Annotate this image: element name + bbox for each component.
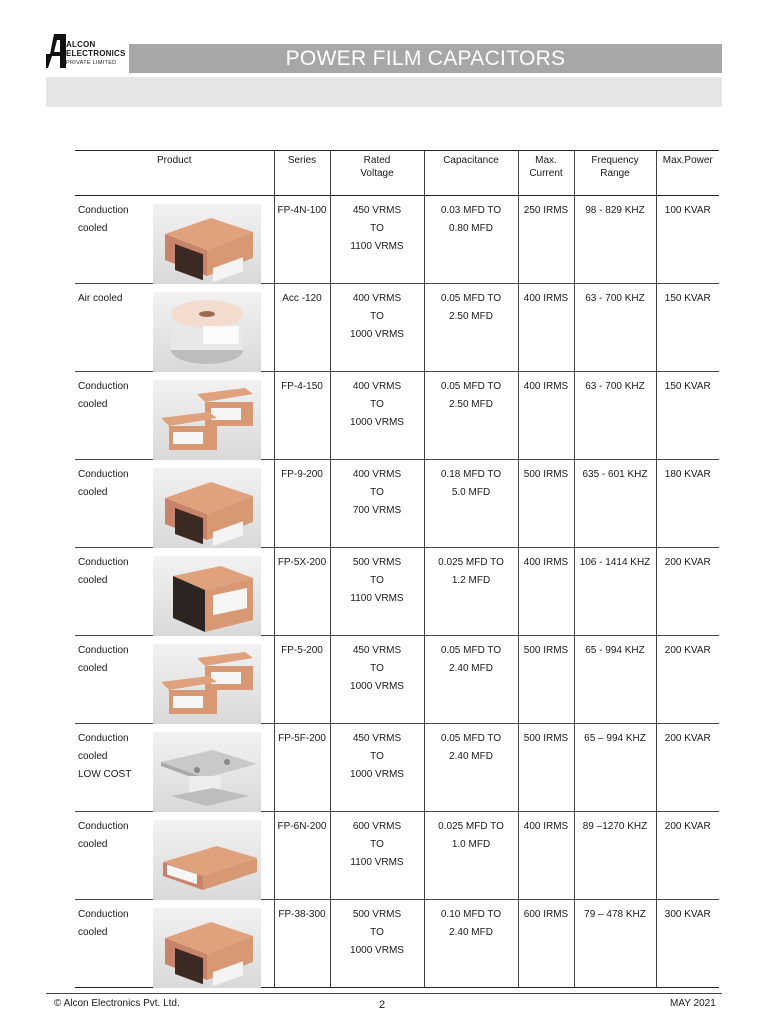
power-cell: 150 KVAR	[656, 372, 719, 460]
frequency-cell: 106 - 1414 KHZ	[574, 548, 656, 636]
company-logo	[46, 34, 126, 74]
voltage-cell: 400 VRMS TO 1000 VRMS	[330, 372, 424, 460]
footer-page-number: 2	[379, 999, 386, 1011]
table-row	[75, 548, 719, 636]
capacitance-cell: 0.025 MFD TO 1.2 MFD	[424, 548, 518, 636]
table-row	[75, 812, 719, 900]
capacitance-cell: 0.05 MFD TO 2.40 MFD	[424, 636, 518, 724]
product-cell: Conduction cooled	[75, 196, 274, 284]
series-cell: Acc -120	[274, 284, 330, 372]
current-cell: 400 IRMS	[518, 284, 574, 372]
header-rated-voltage: Rated Voltage	[330, 151, 424, 196]
power-cell: 150 KVAR	[656, 284, 719, 372]
footer-date: MAY 2021	[670, 998, 716, 1009]
footer-divider	[46, 993, 722, 994]
capacitance-cell: 0.05 MFD TO 2.50 MFD	[424, 284, 518, 372]
current-cell: 500 IRMS	[518, 724, 574, 812]
table-row	[75, 900, 719, 988]
alcon-logo-icon	[46, 34, 66, 68]
product-cell: Air cooled	[75, 284, 274, 372]
voltage-cell: 400 VRMS TO 700 VRMS	[330, 460, 424, 548]
series-cell: FP-38-300	[274, 900, 330, 988]
series-cell: FP-5X-200	[274, 548, 330, 636]
frequency-cell: 63 - 700 KHZ	[574, 372, 656, 460]
header-capacitance: Capacitance	[424, 151, 518, 196]
power-cell: 200 KVAR	[656, 548, 719, 636]
product-cell: Conduction cooled	[75, 636, 274, 724]
frequency-cell: 65 - 994 KHZ	[574, 636, 656, 724]
current-cell: 250 IRMS	[518, 196, 574, 284]
voltage-cell: 500 VRMS TO 1100 VRMS	[330, 548, 424, 636]
series-cell: FP-5F-200	[274, 724, 330, 812]
table-header-row	[75, 151, 719, 196]
header-frequency-range: Frequency Range	[574, 151, 656, 196]
table-row	[75, 460, 719, 548]
series-cell: FP-4N-100	[274, 196, 330, 284]
footer-copyright: © Alcon Electronics Pvt. Ltd.	[54, 998, 180, 1009]
series-cell: FP-5-200	[274, 636, 330, 724]
copper-block-capacitor-image	[153, 908, 261, 988]
voltage-cell: 500 VRMS TO 1000 VRMS	[330, 900, 424, 988]
frequency-cell: 79 – 478 KHZ	[574, 900, 656, 988]
table-row	[75, 372, 719, 460]
cylindrical-capacitor-image	[153, 292, 261, 372]
power-cell: 180 KVAR	[656, 460, 719, 548]
header-max-current: Max. Current	[518, 151, 574, 196]
frequency-cell: 65 – 994 KHZ	[574, 724, 656, 812]
frequency-cell: 635 - 601 KHZ	[574, 460, 656, 548]
current-cell: 400 IRMS	[518, 372, 574, 460]
capacitance-cell: 0.03 MFD TO 0.80 MFD	[424, 196, 518, 284]
logo-line-1: ALCON	[66, 40, 96, 49]
copper-block-capacitor-image	[153, 468, 261, 548]
product-cell: Conduction cooled	[75, 548, 274, 636]
series-cell: FP-4-150	[274, 372, 330, 460]
capacitance-cell: 0.10 MFD TO 2.40 MFD	[424, 900, 518, 988]
table-row	[75, 284, 719, 372]
power-cell: 100 KVAR	[656, 196, 719, 284]
product-cell: Conduction cooled	[75, 372, 274, 460]
power-cell: 200 KVAR	[656, 724, 719, 812]
header-max-power: Max.Power	[656, 151, 719, 196]
product-cell: Conduction cooled	[75, 812, 274, 900]
series-cell: FP-9-200	[274, 460, 330, 548]
header-product: Product	[75, 151, 274, 196]
product-cell: Conduction cooled	[75, 460, 274, 548]
voltage-cell: 400 VRMS TO 1000 VRMS	[330, 284, 424, 372]
header-series: Series	[274, 151, 330, 196]
current-cell: 400 IRMS	[518, 548, 574, 636]
dual-copper-capacitor-image	[153, 380, 261, 460]
table-row	[75, 636, 719, 724]
black-copper-capacitor-image	[153, 556, 261, 636]
capacitance-cell: 0.025 MFD TO 1.0 MFD	[424, 812, 518, 900]
current-cell: 400 IRMS	[518, 812, 574, 900]
logo-line-2: ELECTRONICS	[66, 49, 126, 58]
voltage-cell: 600 VRMS TO 1100 VRMS	[330, 812, 424, 900]
subtitle-band	[46, 77, 722, 107]
flat-copper-capacitor-image	[153, 820, 261, 900]
plate-mounted-capacitor-image	[153, 732, 261, 812]
capacitance-cell: 0.05 MFD TO 2.50 MFD	[424, 372, 518, 460]
power-cell: 200 KVAR	[656, 812, 719, 900]
current-cell: 500 IRMS	[518, 636, 574, 724]
frequency-cell: 98 - 829 KHZ	[574, 196, 656, 284]
frequency-cell: 63 - 700 KHZ	[574, 284, 656, 372]
power-cell: 300 KVAR	[656, 900, 719, 988]
voltage-cell: 450 VRMS TO 1000 VRMS	[330, 724, 424, 812]
current-cell: 600 IRMS	[518, 900, 574, 988]
product-table	[75, 150, 719, 988]
copper-block-capacitor-image	[153, 204, 261, 284]
page-title: POWER FILM CAPACITORS	[129, 44, 722, 73]
table-row	[75, 196, 719, 284]
frequency-cell: 89 –1270 KHZ	[574, 812, 656, 900]
series-cell: FP-6N-200	[274, 812, 330, 900]
voltage-cell: 450 VRMS TO 1000 VRMS	[330, 636, 424, 724]
table-row	[75, 724, 719, 812]
voltage-cell: 450 VRMS TO 1100 VRMS	[330, 196, 424, 284]
current-cell: 500 IRMS	[518, 460, 574, 548]
capacitance-cell: 0.05 MFD TO 2.40 MFD	[424, 724, 518, 812]
power-cell: 200 KVAR	[656, 636, 719, 724]
dual-copper-capacitor-image	[153, 644, 261, 724]
product-cell: Conduction cooled LOW COST	[75, 724, 274, 812]
capacitance-cell: 0.18 MFD TO 5.0 MFD	[424, 460, 518, 548]
product-cell: Conduction cooled	[75, 900, 274, 988]
logo-line-3: PRIVATE LIMITED	[66, 60, 117, 66]
